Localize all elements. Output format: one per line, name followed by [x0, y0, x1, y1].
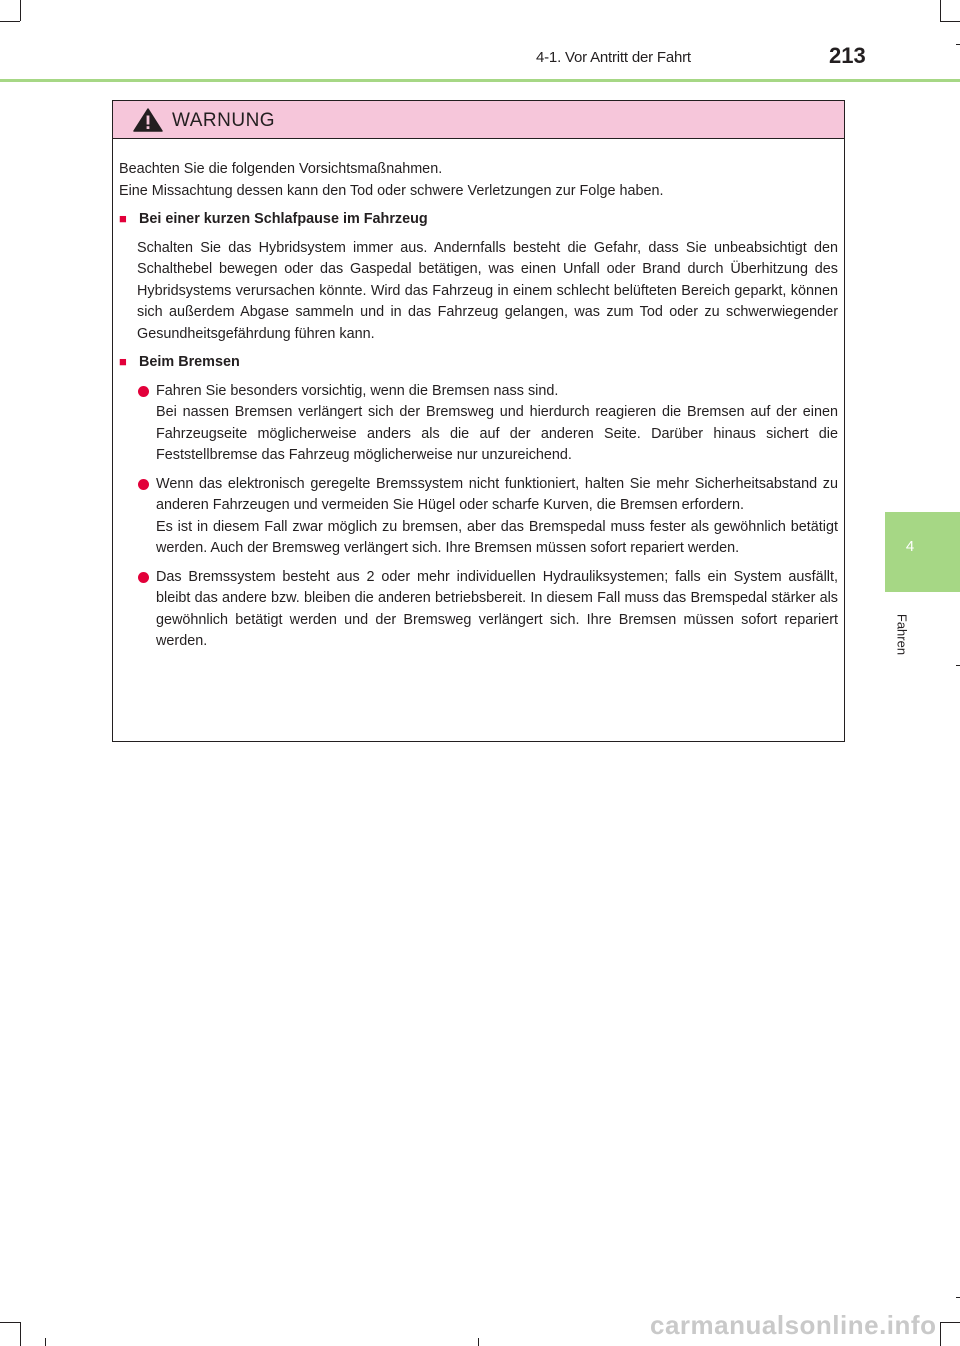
chapter-label: Fahren [894, 613, 910, 656]
warning-title: WARNUNG [172, 110, 276, 131]
chapter-tab [885, 512, 960, 592]
crop-mark [0, 21, 20, 22]
crop-mark [20, 0, 21, 21]
section-heading: ■ Beim Bremsen [119, 351, 838, 374]
warning-box [112, 100, 845, 742]
warning-body [119, 159, 838, 660]
crop-mark [940, 1322, 941, 1346]
list-item: Fahren Sie besonders vorsichtig, wenn die Bremsen nass sind. Bei nassen Bremsen verlängert sich der Bremsweg und hierdurch reagieren die Bremsen auf der einen Fahrzeugseite möglicherweise anders als die auf der anderen Seite. Darüber hinaus sichert die Feststellbremse das Fahrzeug möglicherweise nur unzureichend. [119, 381, 838, 467]
crop-mark [940, 0, 941, 21]
registration-tick [956, 1297, 960, 1298]
intro-line: Eine Missachtung dessen kann den Tod oder schwere Verletzungen zur Folge haben. [119, 182, 664, 199]
warning-triangle-icon [133, 108, 163, 132]
crop-mark [940, 21, 960, 22]
square-bullet-icon: ■ [119, 354, 127, 369]
round-bullet-icon [138, 572, 149, 583]
section-title: 4-1. Vor Antritt der Fahrt [536, 49, 691, 66]
crop-mark [20, 1322, 21, 1346]
registration-tick [956, 44, 960, 45]
section-heading: ■ Bei einer kurzen Schlafpause im Fahrzeug [119, 208, 838, 231]
crop-mark [940, 1322, 960, 1323]
header-rule [0, 79, 960, 82]
list-item: Das Bremssystem besteht aus 2 oder mehr individuellen Hydrauliksystemen; falls ein System ausfällt, bleibt das andere bzw. bleiben die anderen betriebsbereit. In diesem Fall muss das Bremspedal stärker als gewöhnlich betätigt werden und der Bremsweg verlängert sich. Ihre Bremsen müssen sofort repariert werden. [119, 567, 838, 653]
square-bullet-icon: ■ [119, 211, 127, 226]
registration-tick [45, 1338, 46, 1346]
round-bullet-icon [138, 479, 149, 490]
section-text: Schalten Sie das Hybridsystem immer aus. Andernfalls besteht die Gefahr, dass Sie unbeabsichtigt den Schalthebel bewegen oder das Gaspedal betätigen, was einen Unfall oder Brand durch Überhitzung des Hybridsystems verursachen könnte. Wird das Fahrzeug in einem schlecht belüfteten Bereich geparkt, können sich außerdem Abgase sammeln und in das Fahrzeug gelangen, was zum Tod oder zu schwerwiegender Gesundheitsgefährdung führen kann. [137, 239, 838, 342]
watermark-text: carmanualsonline.info [650, 1310, 937, 1340]
chapter-number: 4 [905, 538, 915, 555]
chapter-label-container [894, 605, 912, 665]
crop-mark [0, 1322, 20, 1323]
round-bullet-icon [138, 386, 149, 397]
page-number: 213 [829, 43, 866, 68]
intro-line: Beachten Sie die folgenden Vorsichtsmaßnahmen. [119, 161, 443, 177]
list-item: Wenn das elektronisch geregelte Bremssystem nicht funktioniert, halten Sie mehr Sicherheitsabstand zu anderen Fahrzeugen und vermeiden Sie Hügel oder scharfe Kurven, die Bremsen erfordern. Es ist in diesem Fall zwar möglich zu bremsen, aber das Bremspedal muss fester als gewöhnlich betätigt werden. Auch der Bremsweg verlängert sich. Ihre Bremsen müssen sofort repariert werden. [119, 474, 838, 560]
warning-header [113, 101, 844, 139]
registration-tick [956, 665, 960, 666]
registration-tick [478, 1338, 479, 1346]
